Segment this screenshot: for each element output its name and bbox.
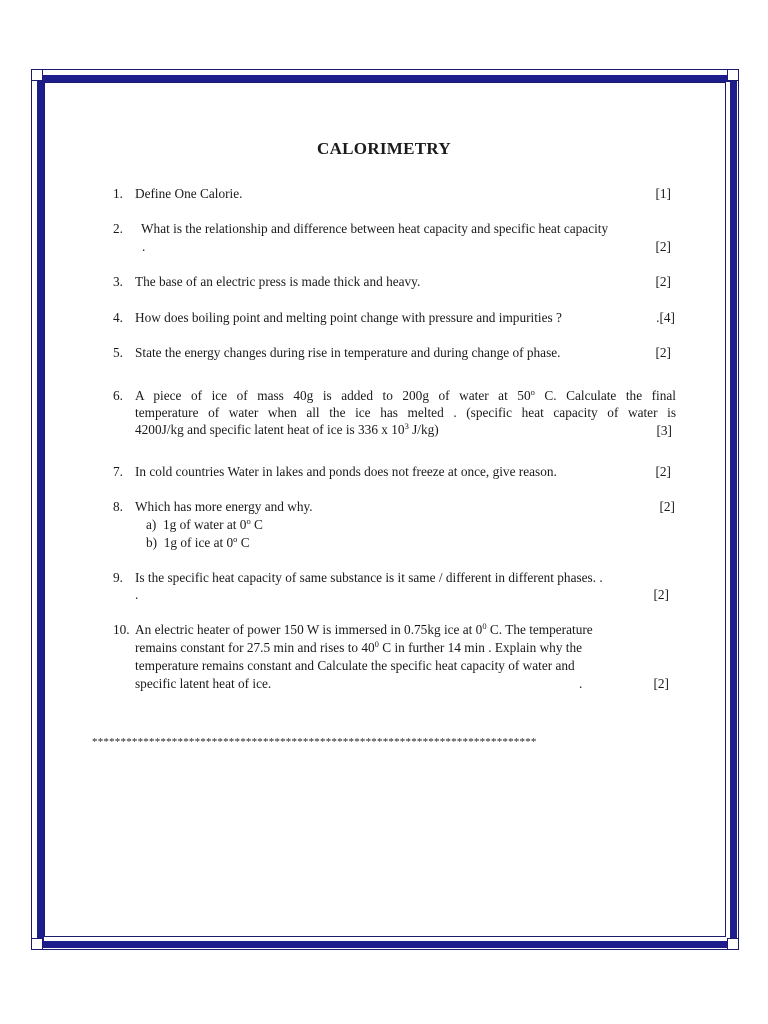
- question-dot: .: [142, 239, 146, 254]
- question-text-line: specific latent heat of ice.: [135, 676, 272, 691]
- question-number: 4.: [113, 310, 123, 325]
- question-text-line: temperature remains constant and Calculate the specific heat capacity of water and: [135, 658, 575, 673]
- question-6: [113, 387, 676, 441]
- question-number: 8.: [113, 499, 123, 514]
- question-number: 9.: [113, 570, 123, 585]
- question-dot: .: [579, 676, 583, 691]
- question-number: 6.: [113, 388, 123, 403]
- question-text-line: An electric heater of power 150 W is immersed in 0.75kg ice at $0^0$ C. The temperature: [135, 621, 593, 637]
- question-text: Define One Calorie.: [135, 186, 243, 201]
- question-1: [113, 185, 673, 203]
- border-corner-ornament: [31, 938, 43, 950]
- question-number: 5.: [113, 345, 123, 360]
- question-5: [113, 344, 673, 362]
- question-2: [113, 220, 673, 256]
- question-7: [113, 463, 673, 481]
- question-10: [113, 621, 669, 693]
- question-text: The base of an electric press is made thick and heavy.: [135, 274, 421, 289]
- question-marks: [2]: [655, 464, 671, 479]
- question-number: 7.: [113, 464, 123, 479]
- option-b: b) 1g of ice at 0$^o$ C: [146, 534, 250, 550]
- question-marks: [3]: [656, 423, 672, 438]
- border-corner-ornament: [727, 938, 739, 950]
- border-corner-ornament: [727, 69, 739, 81]
- question-marks: [2]: [655, 274, 671, 289]
- question-text-line: remains constant for 27.5 min and rises to $40^0$ C in further 14 min . Explain why the: [135, 639, 583, 655]
- question-text: Which has more energy and why.: [135, 499, 313, 514]
- question-marks: [2]: [653, 676, 669, 691]
- question-number: 2.: [113, 221, 123, 236]
- question-text-line: temperature of water when all the ice has melted . (specific heat capacity of water is: [135, 405, 676, 420]
- border-corner-ornament: [31, 69, 43, 81]
- question-text: In cold countries Water in lakes and ponds does not freeze at once, give reason.: [135, 464, 557, 479]
- question-text-line: 4200J/kg and specific latent heat of ice is 336 x $10^3$ J/kg): [135, 421, 439, 437]
- question-9: [113, 569, 669, 605]
- question-dot: .: [135, 587, 139, 602]
- option-a: a) 1g of water at 0$^o$ C: [146, 516, 263, 532]
- question-marks: [2]: [655, 239, 671, 254]
- question-number: 10.: [113, 622, 130, 637]
- question-marks: [1]: [655, 186, 671, 201]
- question-4: [113, 309, 675, 327]
- question-text: How does boiling point and melting point change with pressure and impurities ?: [135, 310, 562, 325]
- question-number: 3.: [113, 274, 123, 289]
- question-8: [113, 498, 675, 552]
- separator-line: ******************************************************************************: [92, 736, 537, 748]
- question-marks: .[4]: [656, 310, 675, 325]
- question-number: 1.: [113, 186, 123, 201]
- question-text: What is the relationship and difference between heat capacity and specific heat capacity: [141, 221, 609, 236]
- question-text-line: A piece of ice of mass 40g is added to 200g of water at 50$^o$ C. Calculate the final: [135, 387, 676, 403]
- question-text: Is the specific heat capacity of same substance is it same / different in different phases. .: [135, 570, 603, 585]
- question-marks: [2]: [659, 499, 675, 514]
- question-text: State the energy changes during rise in temperature and during change of phase.: [135, 345, 561, 360]
- question-marks: [2]: [653, 587, 669, 602]
- page-title: CALORIMETRY: [317, 139, 451, 158]
- question-3: [113, 273, 673, 291]
- question-marks: [2]: [655, 345, 671, 360]
